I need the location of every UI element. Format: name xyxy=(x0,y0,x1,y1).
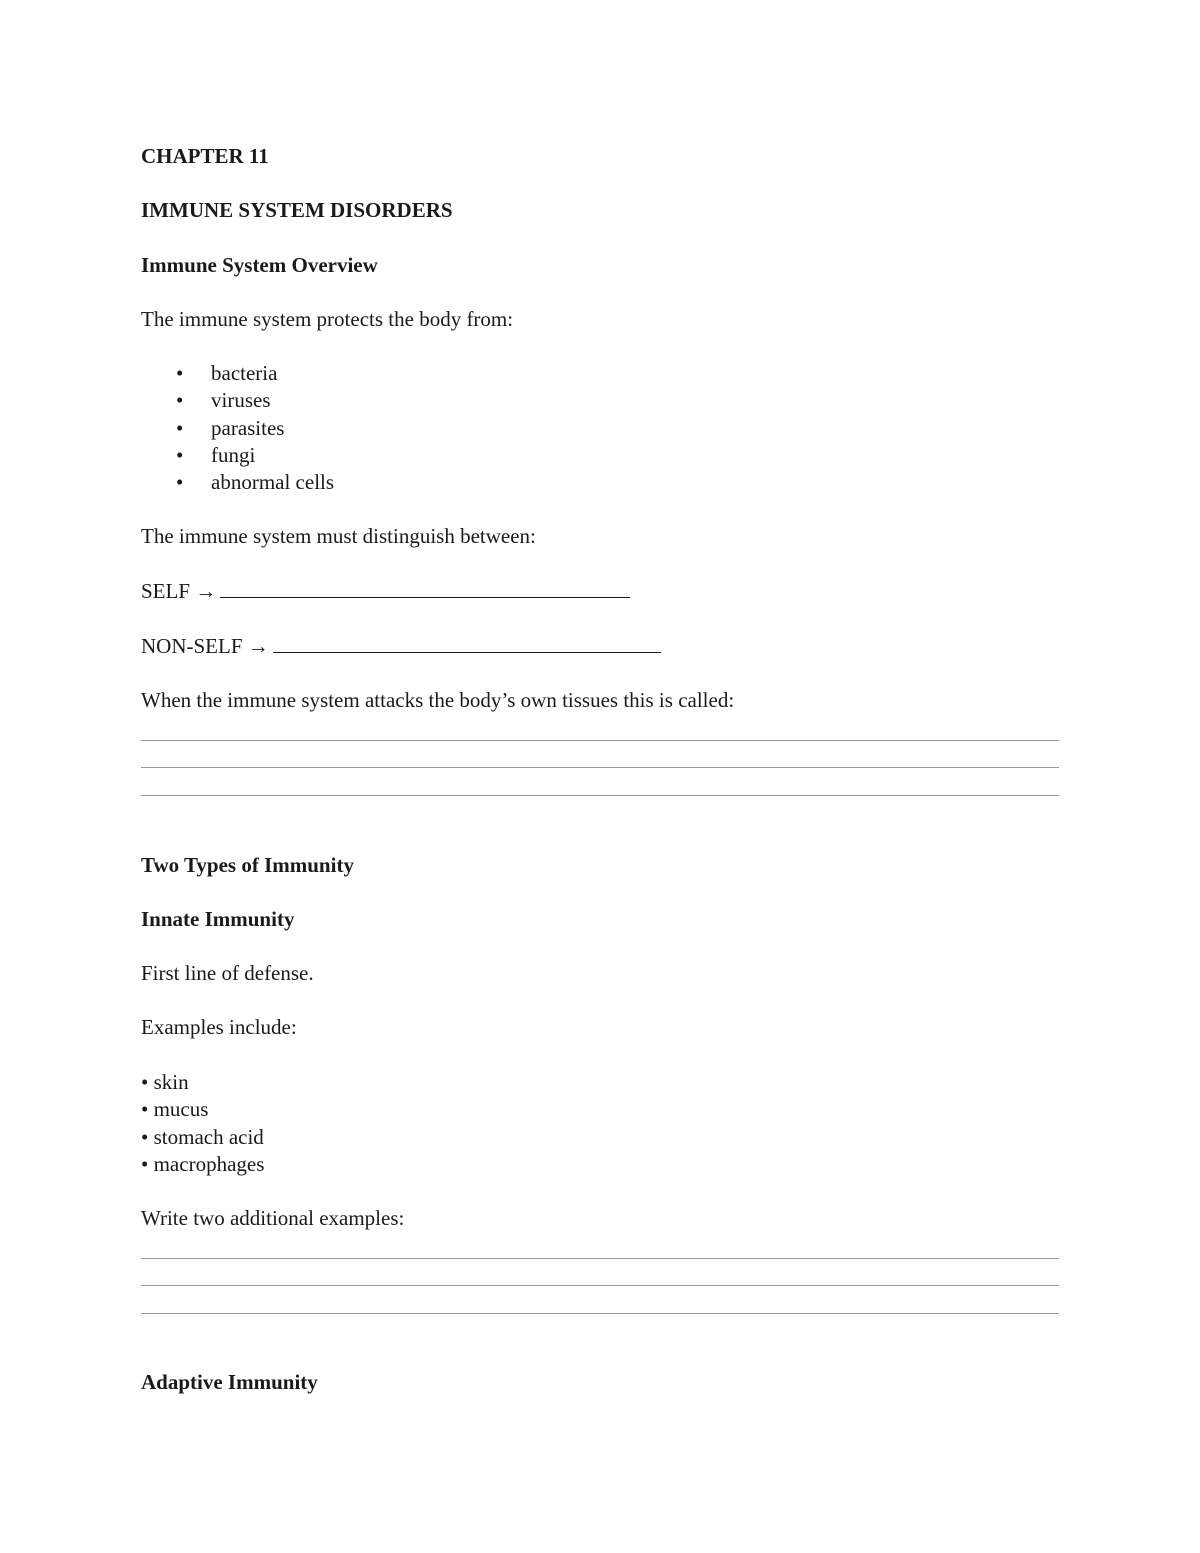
list-item: • bacteria xyxy=(141,360,334,387)
list-item: • viruses xyxy=(141,387,334,414)
nonself-answer-blank[interactable] xyxy=(273,634,661,653)
adaptive-heading: Adaptive Immunity xyxy=(141,1370,318,1394)
answer-line[interactable] xyxy=(141,740,1059,741)
innate-line: First line of defense. xyxy=(141,961,314,985)
answer-line[interactable] xyxy=(141,795,1059,796)
bullet-icon: • xyxy=(176,470,184,495)
bullet-icon: • xyxy=(176,442,184,467)
answer-line[interactable] xyxy=(141,767,1059,768)
answer-line[interactable] xyxy=(141,1313,1059,1314)
self-answer-blank[interactable] xyxy=(220,579,630,598)
chapter-label: CHAPTER 11 xyxy=(141,144,269,168)
pathogen-list xyxy=(141,360,334,496)
answer-line[interactable] xyxy=(141,1258,1059,1259)
immunity-types-heading: Two Types of Immunity xyxy=(141,853,354,877)
list-item: • parasites xyxy=(141,415,334,442)
nonself-label: NON-SELF → xyxy=(141,634,269,658)
list-item: • skin xyxy=(141,1070,189,1094)
bullet-icon: • xyxy=(176,361,184,385)
self-row xyxy=(141,578,630,604)
bullet-icon: • xyxy=(176,415,184,440)
list-item: • fungi xyxy=(141,442,334,469)
list-item: • abnormal cells xyxy=(141,469,334,496)
nonself-row xyxy=(141,633,661,659)
list-item: • stomach acid xyxy=(141,1124,264,1149)
self-label: SELF → xyxy=(141,579,217,603)
chapter-title: IMMUNE SYSTEM DISORDERS xyxy=(141,198,453,222)
innate-examples-list xyxy=(141,1069,264,1178)
distinguish-text: The immune system must distinguish between: xyxy=(141,524,536,548)
additional-examples-prompt: Write two additional examples: xyxy=(141,1206,405,1230)
examples-intro: Examples include: xyxy=(141,1015,297,1039)
list-item: • mucus xyxy=(141,1097,209,1122)
bullet-icon: • xyxy=(176,388,184,413)
overview-heading: Immune System Overview xyxy=(141,253,378,277)
answer-line[interactable] xyxy=(141,1285,1059,1286)
list-item: • macrophages xyxy=(141,1151,265,1176)
autoimmune-question: When the immune system attacks the body’s own tissues this is called: xyxy=(141,688,735,712)
overview-intro: The immune system protects the body from: xyxy=(141,307,514,331)
innate-heading: Innate Immunity xyxy=(141,907,295,931)
